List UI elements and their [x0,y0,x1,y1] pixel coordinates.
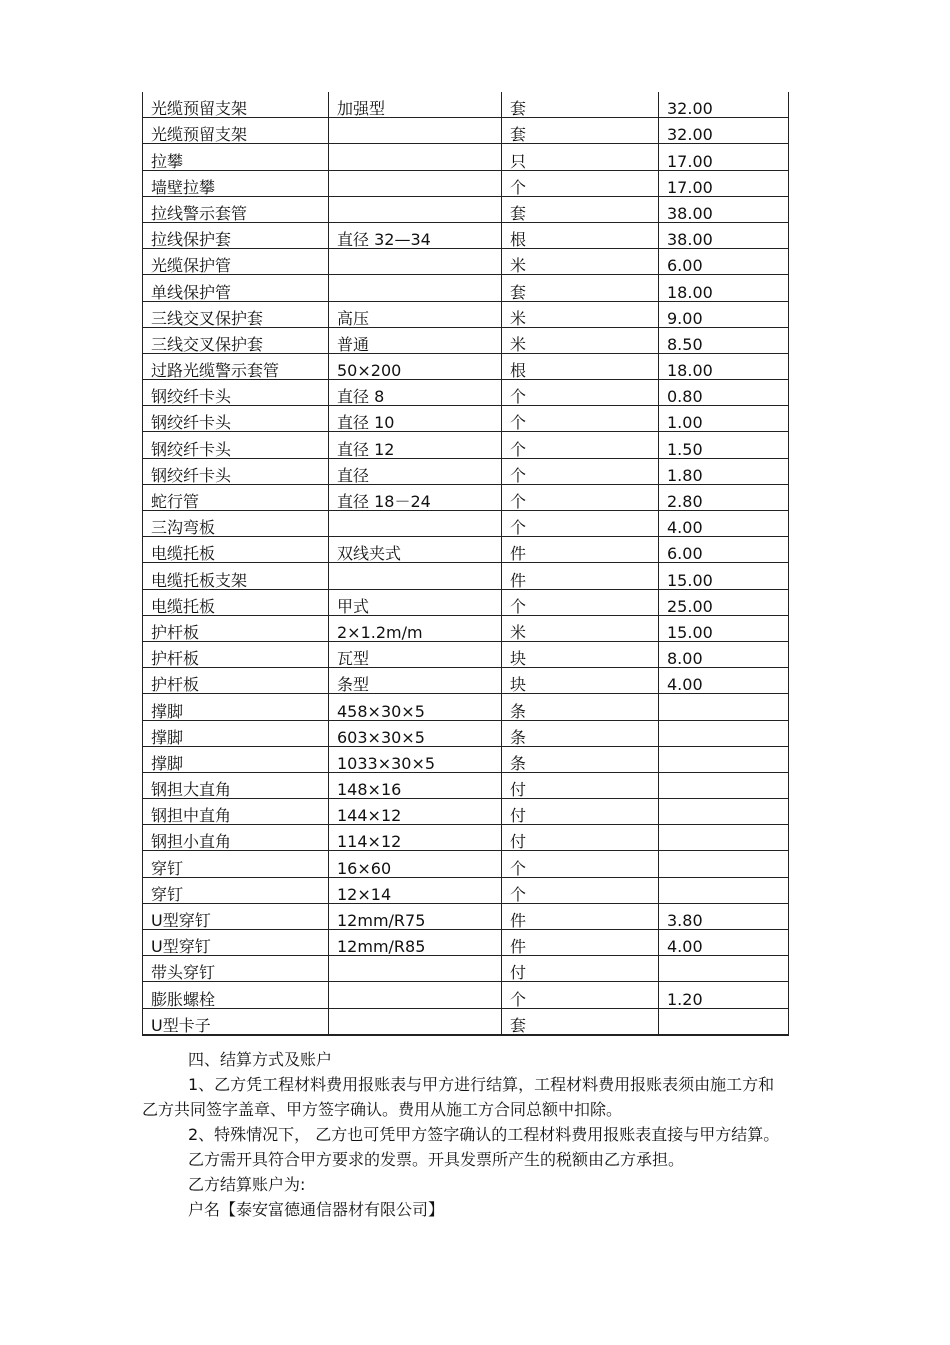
item-name-cell: U型穿钉 [143,903,329,929]
item-name-cell: 钢绞纤卡头 [143,458,329,484]
spec-cell: 加强型 [329,92,502,118]
spec-cell: 603×30×5 [329,720,502,746]
table-row [143,301,789,327]
price-cell [659,746,789,772]
table-row [143,720,789,746]
table-row [143,249,789,275]
spec-cell [329,249,502,275]
item-name-cell: 拉线警示套管 [143,196,329,222]
spec-cell: 直径 32—34 [329,222,502,248]
table-row [143,668,789,694]
unit-cell: 套 [502,118,659,144]
unit-cell: 个 [502,406,659,432]
price-cell: 38.00 [659,196,789,222]
table-row [143,825,789,851]
price-cell: 2.80 [659,484,789,510]
materials-table-body [143,92,789,1035]
table-row [143,615,789,641]
unit-cell: 个 [502,982,659,1008]
price-cell: 9.00 [659,301,789,327]
item-name-cell: 护杆板 [143,668,329,694]
table-row [143,170,789,196]
spec-cell: 瓦型 [329,641,502,667]
table-row [143,877,789,903]
table-row [143,851,789,877]
price-cell: 38.00 [659,222,789,248]
price-cell: 17.00 [659,170,789,196]
item-name-cell: 带头穿钉 [143,956,329,982]
price-cell [659,694,789,720]
spec-cell: 144×12 [329,799,502,825]
section-heading: 四、结算方式及账户 [188,1050,333,1069]
price-cell: 15.00 [659,563,789,589]
unit-cell: 件 [502,903,659,929]
item-name-cell: 过路光缆警示套管 [143,353,329,379]
item-name-cell: 撑脚 [143,694,329,720]
unit-cell: 个 [502,458,659,484]
price-cell [659,720,789,746]
spec-cell: 50×200 [329,353,502,379]
item-name-cell: 电缆托板支架 [143,563,329,589]
price-cell [659,1008,789,1035]
item-name-cell: 单线保护管 [143,275,329,301]
spec-cell [329,956,502,982]
item-name-cell: 光缆预留支架 [143,118,329,144]
item-name-cell: 穿钉 [143,877,329,903]
unit-cell: 块 [502,668,659,694]
price-cell: 18.00 [659,275,789,301]
table-row [143,511,789,537]
spec-cell: 普通 [329,327,502,353]
spec-cell: 2×1.2m/m [329,615,502,641]
item-name-cell: 三线交叉保护套 [143,301,329,327]
item-name-cell: U型穿钉 [143,930,329,956]
unit-cell: 米 [502,249,659,275]
item-name-cell: 蛇行管 [143,484,329,510]
table-row [143,327,789,353]
spec-cell: 12mm/R75 [329,903,502,929]
spec-cell: 12mm/R85 [329,930,502,956]
unit-cell: 付 [502,956,659,982]
price-cell: 1.50 [659,432,789,458]
spec-cell: 458×30×5 [329,694,502,720]
price-cell: 4.00 [659,668,789,694]
spec-cell: 双线夹式 [329,537,502,563]
price-cell: 0.80 [659,380,789,406]
table-row [143,537,789,563]
table-row [143,694,789,720]
table-row [143,92,789,118]
table-row [143,222,789,248]
table-row [143,641,789,667]
unit-cell: 付 [502,799,659,825]
item-name-cell: 穿钉 [143,851,329,877]
unit-cell: 个 [502,432,659,458]
item-name-cell: 护杆板 [143,615,329,641]
spec-cell [329,196,502,222]
unit-cell: 条 [502,694,659,720]
price-cell: 1.80 [659,458,789,484]
table-row [143,196,789,222]
price-cell [659,877,789,903]
item-name-cell: 钢绞纤卡头 [143,380,329,406]
spec-cell [329,144,502,170]
price-cell: 1.20 [659,982,789,1008]
table-row [143,799,789,825]
price-cell [659,799,789,825]
item-name-cell: 钢绞纤卡头 [143,432,329,458]
item-name-cell: 电缆托板 [143,589,329,615]
unit-cell: 米 [502,615,659,641]
price-cell: 25.00 [659,589,789,615]
spec-cell [329,563,502,589]
unit-cell: 付 [502,825,659,851]
item-name-cell: 膨胀螺栓 [143,982,329,1008]
item-name-cell: 拉线保护套 [143,222,329,248]
item-name-cell: 三沟弯板 [143,511,329,537]
paragraph-2: 2、特殊情况下， 乙方也可凭甲方签字确认的工程材料费用报账表直接与甲方结算。 [188,1125,780,1144]
spec-cell: 高压 [329,301,502,327]
paragraph-3: 乙方需开具符合甲方要求的发票。开具发票所产生的税额由乙方承担。 [188,1150,685,1169]
paragraph-1: 1、乙方凭工程材料费用报账表与甲方进行结算，工程材料费用报账表须由施工方和乙方共同签字盖章、甲方签字确认。费用从施工方合同总额中扣除。 [142,1075,775,1119]
table-row [143,930,789,956]
unit-cell: 套 [502,196,659,222]
table-row [143,903,789,929]
price-cell: 4.00 [659,930,789,956]
spec-cell: 甲式 [329,589,502,615]
unit-cell: 件 [502,930,659,956]
spec-cell: 直径 [329,458,502,484]
unit-cell: 条 [502,720,659,746]
item-name-cell: 光缆预留支架 [143,92,329,118]
price-cell: 1.00 [659,406,789,432]
unit-cell: 个 [502,380,659,406]
unit-cell: 付 [502,772,659,798]
item-name-cell: 拉攀 [143,144,329,170]
spec-cell: 16×60 [329,851,502,877]
unit-cell: 根 [502,353,659,379]
spec-cell: 直径 10 [329,406,502,432]
table-row [143,563,789,589]
paragraph-4: 乙方结算账户为: [188,1175,306,1194]
spec-cell: 148×16 [329,772,502,798]
table-row [143,275,789,301]
price-cell: 3.80 [659,903,789,929]
price-cell: 8.00 [659,641,789,667]
price-cell: 15.00 [659,615,789,641]
unit-cell: 块 [502,641,659,667]
settlement-section [142,1047,788,1222]
materials-price-table [142,92,789,1036]
table-row [143,589,789,615]
table-row [143,772,789,798]
unit-cell: 只 [502,144,659,170]
unit-cell: 个 [502,170,659,196]
price-cell: 8.50 [659,327,789,353]
item-name-cell: 电缆托板 [143,537,329,563]
price-cell: 32.00 [659,92,789,118]
spec-cell [329,982,502,1008]
table-row [143,144,789,170]
table-row [143,353,789,379]
item-name-cell: 三线交叉保护套 [143,327,329,353]
unit-cell: 个 [502,589,659,615]
unit-cell: 个 [502,877,659,903]
table-row [143,746,789,772]
spec-cell [329,275,502,301]
table-row [143,484,789,510]
unit-cell: 根 [502,222,659,248]
item-name-cell: 光缆保护管 [143,249,329,275]
spec-cell: 1033×30×5 [329,746,502,772]
paragraph-5: 户名【泰安富德通信器材有限公司】 [188,1200,445,1219]
item-name-cell: U型卡子 [143,1008,329,1035]
item-name-cell: 钢担中直角 [143,799,329,825]
spec-cell: 直径 18－24 [329,484,502,510]
spec-cell [329,118,502,144]
price-cell [659,851,789,877]
table-row [143,458,789,484]
table-row [143,1008,789,1035]
item-name-cell: 护杆板 [143,641,329,667]
price-cell: 6.00 [659,537,789,563]
unit-cell: 套 [502,92,659,118]
spec-cell [329,170,502,196]
unit-cell: 米 [502,327,659,353]
table-row [143,406,789,432]
spec-cell: 直径 8 [329,380,502,406]
unit-cell: 套 [502,275,659,301]
unit-cell: 个 [502,851,659,877]
table-row [143,956,789,982]
unit-cell: 个 [502,511,659,537]
table-row [143,380,789,406]
item-name-cell: 撑脚 [143,746,329,772]
item-name-cell: 墙壁拉攀 [143,170,329,196]
unit-cell: 条 [502,746,659,772]
spec-cell: 直径 12 [329,432,502,458]
item-name-cell: 钢绞纤卡头 [143,406,329,432]
unit-cell: 个 [502,484,659,510]
table-row [143,982,789,1008]
unit-cell: 件 [502,537,659,563]
price-cell: 18.00 [659,353,789,379]
spec-cell: 12×14 [329,877,502,903]
price-cell: 17.00 [659,144,789,170]
table-row [143,432,789,458]
spec-cell: 114×12 [329,825,502,851]
unit-cell: 米 [502,301,659,327]
item-name-cell: 钢担大直角 [143,772,329,798]
item-name-cell: 撑脚 [143,720,329,746]
unit-cell: 件 [502,563,659,589]
table-row [143,118,789,144]
price-cell: 6.00 [659,249,789,275]
price-cell [659,956,789,982]
spec-cell [329,511,502,537]
item-name-cell: 钢担小直角 [143,825,329,851]
spec-cell: 条型 [329,668,502,694]
spec-cell [329,1008,502,1035]
price-cell: 4.00 [659,511,789,537]
price-cell [659,772,789,798]
price-cell: 32.00 [659,118,789,144]
price-cell [659,825,789,851]
unit-cell: 套 [502,1008,659,1035]
